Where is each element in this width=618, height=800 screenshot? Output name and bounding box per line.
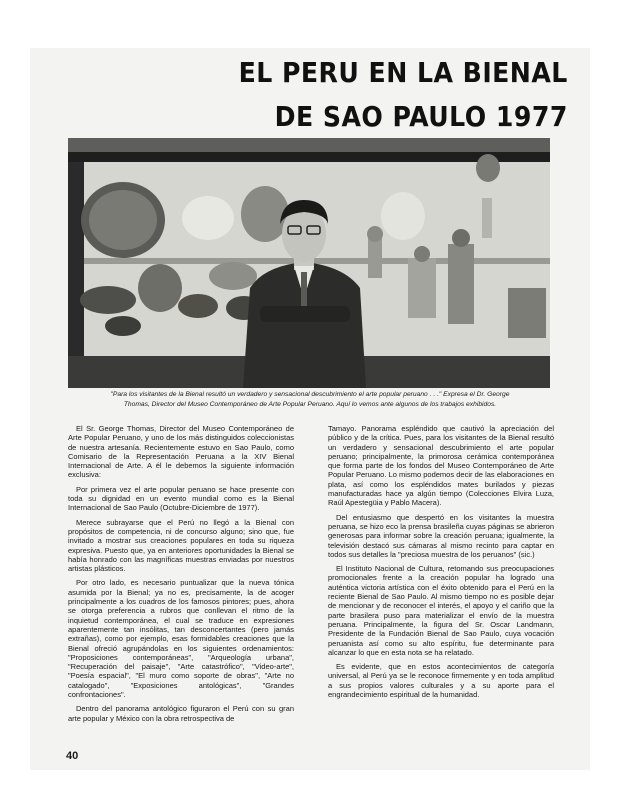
paragraph: El Instituto Nacional de Cultura, retomando sus preocupaciones promocionales frente a la creación popular ha logrado una auténtica victoria artística con el éxito obtenido para el Perú en la reciente Bienal de Sao Paulo. Al mismo tiempo no es posible dejar de mencionar y de reconocer el interés, el apoyo y el cariño que la parte brasilera puso para materializar el envío de la muestra peruana. Principalmente, la figura del Sr. Oscar Landmann, Presidente de la Fundación Bienal de Sao Paulo, cuya vocación peruanista así como su alto espíritu, fue determinante para alcanzar lo que en esta nota se ha relatado. [328,564,554,657]
article-title-line-1: EL PERU EN LA BIENAL [238,56,568,89]
paragraph: El Sr. George Thomas, Director del Museo Contemporáneo de Arte Popular Peruano, y uno de los más distinguidos coleccionistas de nuestra artesanía. Recientemente estuvo en Sao Paulo, como Comisario de la Representación Peruana a la XIV Bienal Internacional de Arte. A él le debemos la siguiente información exclusiva: [68,424,294,480]
paragraph: Por primera vez el arte popular peruano se hace presente con toda su dignidad en un evento mundial como es la Bienal Internacional de Sao Paulo (Octubre-Diciembre de 1977). [68,484,294,513]
paragraph: Es evidente, que en estos acontecimientos de categoría universal, al Perú ya se le reconoce firmemente y en toda amplitud a sus propios valores culturales y a su aporte para el engrandecimiento espiritual de la humanidad. [328,662,554,700]
photo-illustration [68,138,550,388]
article-title-line-2: DE SAO PAULO 1977 [274,100,568,133]
paragraph: Por otro lado, es necesario puntualizar que la nueva tónica asumida por la Bienal; ya no es, precisamente, la de acoger principalmente a los cuadros de los famosos pintores; pues, ahora se otorga preferencia a rubros que conllevan el ritmo de la inquietud contemporánea, el cual se traduce en expresiones aparentemente tan insólitas, tan desconcertantes (pero jamás extrañas), como por ejemplo, esas formidables creaciones que la Bienal ofreció agrupándolas en los siguientes ordenamientos: "Proposiciones contemporáneas", "Arqueología urbana", "Recuperación del paisaje", "Arte catastrófico", "Video-arte", "Poesía espacial", "El muro como soporte de obras", "Arte no catalogado", "Exposiciones antológicas", "Grandes confrontaciones". [68,578,294,700]
paragraph: Del entusiasmo que despertó en los visitantes la muestra peruana, se hizo eco la prensa brasileña cuyas páginas se abrieron generosas para informar sobre la creación peruana; igualmente, la televisión destacó sus cámaras al mismo recinto para captar en todos sus detalles la "preciosa muestra de los peruanos" (sic.) [328,512,554,559]
photo-caption [72,390,548,410]
page-number: 40 [66,750,79,762]
article-photo [68,138,550,388]
article-column-right [328,424,554,704]
article-column-left [68,424,294,728]
paragraph: Tamayo. Panorama espléndido que cautivó la apreciación del público y de la crítica. Pues, para los visitantes de la Bienal resultó un verdadero y sensacional descubrimiento el arte popular peruano; principalmente, la primorosa cerámica contemporánea que forma parte de los fondos del Museo Contemporáneo de Arte Popular Peruano. Lo mismo podemos decir de las elaboraciones en plata, así como los espléndidos mates burilados y piezas manufacturadas hace ya algún tiempo (Colecciones Elvira Luza, Raúl Apestegüia y Pablo Macera). [328,424,554,508]
caption-line-1: "Para los visitantes de la Bienal resultó un verdadero y sensacional descubrimiento el arte popular peruano . . ." Expresa el Dr. George [110,391,510,398]
paragraph: Dentro del panorama antológico figuraron el Perú con su gran arte popular y México con la obra retrospectiva de [68,704,294,723]
caption-line-2: Thomas, Director del Museo Contemporáneo de Arte Popular Peruano. Aquí lo vemos ante algunos de los trabajos exhibidos. [123,401,497,408]
paragraph: Merece subrayarse que el Perú no llegó a la Bienal con propósitos de competencia, ni de concurso alguno; sino que, fue invitado a mostrar sus creaciones populares en toda su riqueza expresiva. Puesto que, ya en anteriores oportunidades la Bienal se había honrado con las magníficas muestras enviadas por nuestros artistas plásticos. [68,517,294,574]
